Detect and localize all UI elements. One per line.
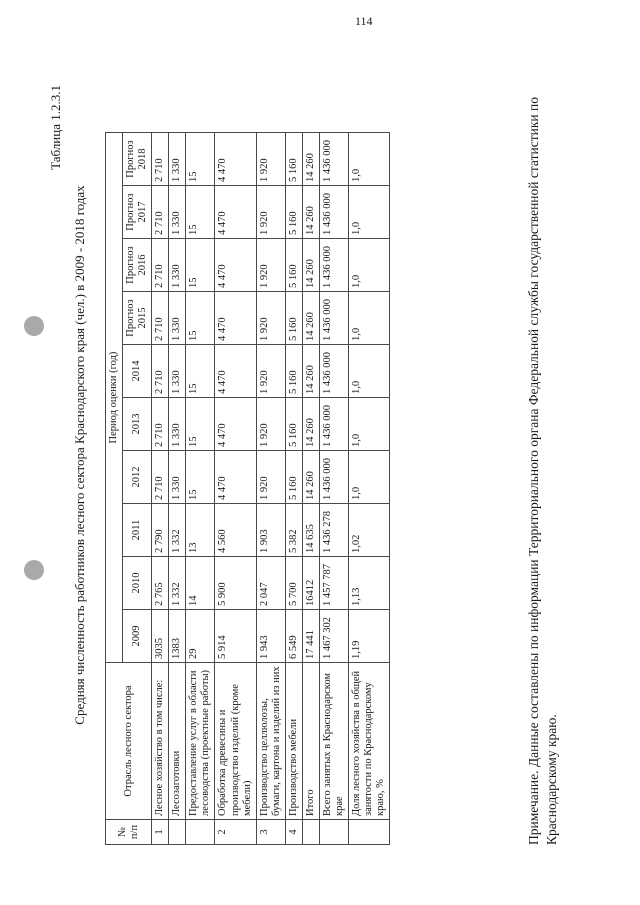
header-sector: Отрасль лесного сектора: [106, 663, 152, 820]
table-row: [215, 133, 256, 845]
row-value: 14 260: [302, 345, 319, 398]
row-value: 1 920: [256, 345, 285, 398]
row-value: 14: [186, 557, 215, 610]
header-year: Прогноз 2016: [123, 239, 152, 292]
row-value: 16412: [302, 557, 319, 610]
employment-table: [105, 132, 390, 845]
row-value: 5 914: [215, 610, 256, 663]
header-period: Период оценки (год): [106, 133, 123, 663]
row-sector-name: Всего занятых в Краснодарском крае: [319, 663, 348, 820]
row-value: 2 765: [152, 557, 169, 610]
row-value: 4 470: [215, 239, 256, 292]
row-value: 1 330: [169, 451, 186, 504]
table-caption: Средняя численность работников лесного сектора Краснодарского края (чел.) в 2009 - 2018 годах: [72, 185, 87, 725]
row-value: 14 260: [302, 398, 319, 451]
row-value: 5 160: [285, 239, 302, 292]
table-row: [349, 133, 390, 845]
row-value: 1 436 000: [319, 451, 348, 504]
row-value: 1,0: [349, 345, 390, 398]
row-value: 1 920: [256, 239, 285, 292]
row-value: 2 710: [152, 345, 169, 398]
row-value: 2 710: [152, 398, 169, 451]
row-value: 1 903: [256, 504, 285, 557]
row-value: 1,0: [349, 398, 390, 451]
rotated-page-content: [30, 45, 605, 865]
page-number: 114: [355, 14, 373, 28]
header-year: 2011: [123, 504, 152, 557]
row-sector-name: Доля лесного хозяйства в общей занятости по Краснодарскому краю, %: [349, 663, 390, 820]
row-value: 5 160: [285, 186, 302, 239]
row-number: [349, 820, 390, 845]
row-value: 1 920: [256, 133, 285, 186]
row-value: 1,19: [349, 610, 390, 663]
row-value: 1,13: [349, 557, 390, 610]
row-value: 1 330: [169, 133, 186, 186]
row-value: 1,0: [349, 239, 390, 292]
row-value: 1,0: [349, 292, 390, 345]
row-value: 4 470: [215, 186, 256, 239]
header-year: Прогноз 2015: [123, 292, 152, 345]
row-value: 1 436 000: [319, 239, 348, 292]
row-value: 1,0: [349, 451, 390, 504]
header-year: 2010: [123, 557, 152, 610]
row-number: 2: [215, 820, 256, 845]
row-value: 14 260: [302, 133, 319, 186]
row-value: 14 635: [302, 504, 319, 557]
row-sector-name: Производство мебели: [285, 663, 302, 820]
table-row: [152, 133, 169, 845]
row-sector-name: Производство целлюлозы, бумаги, картона и изделий из них: [256, 663, 285, 820]
row-number: 1: [152, 820, 169, 845]
row-value: 3035: [152, 610, 169, 663]
header-year: Прогноз 2018: [123, 133, 152, 186]
row-number: [169, 820, 186, 845]
row-sector-name: Обработка древесины и производство изделий (кроме мебели): [215, 663, 256, 820]
row-value: 1 920: [256, 186, 285, 239]
header-year: 2013: [123, 398, 152, 451]
row-sector-name: Лесное хозяйство в том числе:: [152, 663, 169, 820]
row-value: 1 332: [169, 557, 186, 610]
row-value: 14 260: [302, 186, 319, 239]
header-year: 2009: [123, 610, 152, 663]
row-value: 4 470: [215, 451, 256, 504]
row-value: 17 441: [302, 610, 319, 663]
table-row: [285, 133, 302, 845]
row-value: 2 710: [152, 292, 169, 345]
row-value: 15: [186, 239, 215, 292]
row-value: 1 330: [169, 292, 186, 345]
row-value: 1 920: [256, 292, 285, 345]
table-label: Таблица 1.2.3.1: [48, 85, 63, 170]
row-value: 2 790: [152, 504, 169, 557]
row-value: 15: [186, 345, 215, 398]
row-value: 5 160: [285, 133, 302, 186]
row-value: 4 470: [215, 398, 256, 451]
row-sector-name: Предоставление услуг в области лесоводства (проектные работы): [186, 663, 215, 820]
row-value: 1,0: [349, 186, 390, 239]
row-value: 29: [186, 610, 215, 663]
row-value: 5 160: [285, 451, 302, 504]
row-number: [186, 820, 215, 845]
row-value: 15: [186, 133, 215, 186]
row-value: 1 436 000: [319, 398, 348, 451]
row-value: 4 470: [215, 292, 256, 345]
header-year: 2014: [123, 345, 152, 398]
row-value: 15: [186, 186, 215, 239]
row-value: 6 549: [285, 610, 302, 663]
row-value: 15: [186, 451, 215, 504]
row-value: 14 260: [302, 239, 319, 292]
table-row: [169, 133, 186, 845]
row-number: [319, 820, 348, 845]
row-value: 1 330: [169, 186, 186, 239]
row-value: 1 457 787: [319, 557, 348, 610]
row-value: 2 710: [152, 133, 169, 186]
row-value: 5 160: [285, 345, 302, 398]
row-value: 2 047: [256, 557, 285, 610]
table-row: [319, 133, 348, 845]
row-value: 2 710: [152, 239, 169, 292]
row-value: 1 330: [169, 239, 186, 292]
header-year: Прогноз 2017: [123, 186, 152, 239]
header-num: № п/п: [106, 820, 152, 845]
row-sector-name: Лесозаготовки: [169, 663, 186, 820]
row-value: 1 943: [256, 610, 285, 663]
row-value: 14 260: [302, 292, 319, 345]
table-row: [186, 133, 215, 845]
table-body: [152, 133, 390, 845]
row-value: 14 260: [302, 451, 319, 504]
row-value: 2 710: [152, 186, 169, 239]
table-row: [302, 133, 319, 845]
row-value: 1,0: [349, 133, 390, 186]
row-value: 1 330: [169, 398, 186, 451]
row-value: 5 700: [285, 557, 302, 610]
row-value: 1 436 000: [319, 133, 348, 186]
row-value: 1383: [169, 610, 186, 663]
row-value: 4 560: [215, 504, 256, 557]
row-value: 5 160: [285, 398, 302, 451]
row-value: 13: [186, 504, 215, 557]
header-year: 2012: [123, 451, 152, 504]
row-number: 4: [285, 820, 302, 845]
table-header-row: [106, 133, 123, 845]
row-value: 1 436 000: [319, 345, 348, 398]
row-value: 1 436 000: [319, 292, 348, 345]
row-value: 1 467 302: [319, 610, 348, 663]
row-value: 2 710: [152, 451, 169, 504]
row-number: 3: [256, 820, 285, 845]
row-sector-name: Итого: [302, 663, 319, 820]
row-value: 15: [186, 292, 215, 345]
row-value: 5 900: [215, 557, 256, 610]
row-value: 1 436 000: [319, 186, 348, 239]
row-value: 15: [186, 398, 215, 451]
row-value: 4 470: [215, 133, 256, 186]
row-value: 1 436 278: [319, 504, 348, 557]
row-value: 1 330: [169, 345, 186, 398]
row-value: 4 470: [215, 345, 256, 398]
table-note: Примечание. Данные составлены по информации Территориального органа Федеральной службы государственной статистики по Краснодарскому краю.: [526, 97, 559, 845]
row-value: 1,02: [349, 504, 390, 557]
row-number: [302, 820, 319, 845]
row-value: 5 160: [285, 292, 302, 345]
row-value: 1 332: [169, 504, 186, 557]
table-row: [256, 133, 285, 845]
row-value: 1 920: [256, 398, 285, 451]
row-value: 1 920: [256, 451, 285, 504]
row-value: 5 382: [285, 504, 302, 557]
